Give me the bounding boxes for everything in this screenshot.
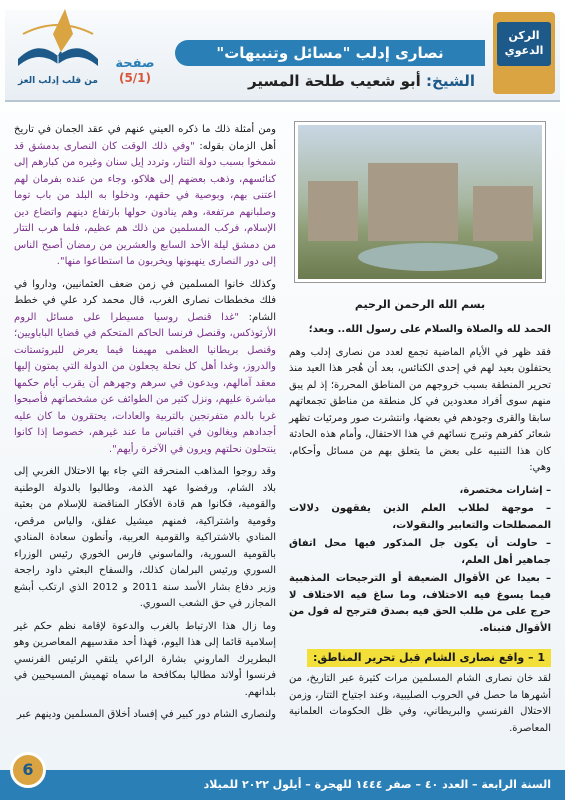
left-paragraph-4: وما زال هذا الارتباط بالغرب والدعوة لإقامة نظم حكم غير إسلامية قائما إلى هذا اليوم، فهذا أحد مقدسيهم المعاصرين وهو البطريرك الماروني بشارة الراعي يلتقي الرئيس الفرنسي فرنسوا أولاند مطالبا بمكافحة ما سماه تهميش المسيحيين في بلدانهم.: [14, 620, 276, 698]
author-line: [225, 72, 475, 94]
page-header: [0, 0, 565, 110]
section-badge-inner: [497, 22, 551, 66]
note-bullet: – حاولت أن يكون جل المذكور فيها محل اتفاق جماهير أهل العلم،: [289, 538, 551, 566]
page-indicator: [110, 56, 160, 96]
quote-aini: "وفي ذلك الوقت كان النصارى بدمشق قد شمخوا بسبب دولة التتار، وتردد إيل سنان وغيره من كبارهم إلى كنائسهم، وذهب بعضهم إلى هلاكو، وجاء من عنده بفرمان لهم اعتنى بهم، وبوصية في حقهم، ودخلوا به البلد من باب توما وصلبانهم مرتفعة، وهم ينادون حولها بارتفاع دينهم واتضاع دين الإسلام، فركب المسلمين من ذلك هم عظيم، فلما هرب التتار من دمشق ليلة الأحد السابع والعشرين من رمضان أصبح الناس إلى دور النصارى ينهبونها ويخربون ما استطاعوا منها".: [14, 140, 276, 267]
note-bullet: – إشارات مختصرة،: [459, 484, 551, 496]
section1-paragraph: لقد خان نصارى الشام المسلمين مرات كثيرة عبر التاريخ، من أشهرها ما حصل في الحروب الصليبية، وعند اجتياح التتار، وزمن الاحتلال الفرنسي والبريطاني، وفي ظل الحكومات العلمانية المعاصرة.: [289, 673, 551, 734]
note-bullet: – موجهة لطلاب العلم الذين يفقهون دلالات المصطلحات والتعابير والنقولات،: [289, 503, 551, 531]
left-paragraph-2: [14, 277, 276, 459]
basmala: بسم الله الرحمن الرحيم: [354, 298, 486, 311]
author-name: أبو شعيب طلحة المسير: [248, 72, 421, 90]
quote-kurd-ali: "غدا قنصل روسيا مسيطرا على مسائل الروم الأرثوذكس، وقنصل فرنسا الحاكم المتحكم في قضايا الباباويين؛ وقنصل بريطانيا العظمى مهيمنا فيما يعرض للبروتستانت والدروز، وغدا أهل كل نحلة يجعلون من الدولة التي يمتون إليها معقد آمالهم، ويدعون في سرهم وجهرهم أن يقرب أيام حكمها مباشرة عليهم، ونزل كثير من الطوائف عن مشخصاتهم فأصبحوا غربا بالدم متفرنجين بالتربية والعادات، يحتقرون ما كان عليه أجدادهم ويغالون في اقتباس ما عند غيرهم، خصوصا إذا كانوا ينتحلون نحلتهم ويرون في الآخرة رأيهم".: [14, 311, 276, 455]
page-number: 6: [10, 752, 46, 788]
magazine-logo: [8, 4, 108, 100]
intro-paragraph: فقد ظهر في الأيام الماضية تجمع لعدد من نصارى إدلب وهم يحتفلون بعيد لهم في إحدى الكنائس، بعد أن هُجر هذا العيد منذ تحرير المنطقة بسبب خروجهم من المناطق المحررة؛ إذ لم يبق منهم سوى أفراد معدودين في كل منطقة من مناطق تجمعاتهم سابقا والقرى وجودهم في بعضها، وانتشرت صور ومرئيات تظهر شعائر كفرهم وتبرج نسائهم في هذا الاحتفال، وأمام هذه الحادثة كان هذا التنبيه على بعض ما يتعلق بهم من مسائل وأحكام، وهي:: [289, 346, 551, 474]
church-ruins-photo: [295, 122, 545, 282]
author-label: الشيخ:: [426, 72, 475, 90]
section-badge-line2: الدعوي: [504, 44, 544, 58]
right-column: [289, 122, 551, 743]
ruin-wall-center: [368, 163, 458, 241]
ruin-wall-right: [473, 186, 533, 241]
opening-line: الحمد لله والصلاة والسلام على رسول الله.. وبعد؛: [308, 324, 551, 336]
section-badge-line1: الركن: [508, 29, 540, 42]
book-pen-logo-icon: [13, 4, 103, 74]
article-title: نصارى إدلب "مسائل وتنبيهات": [175, 40, 485, 66]
section-badge: [493, 12, 555, 94]
logo-text: من قلب إدلب العز: [18, 76, 98, 86]
ruin-wall-left: [308, 181, 358, 241]
page-word: صفحة: [115, 56, 155, 71]
left-paragraph-1: [14, 122, 276, 271]
left-paragraph-3: وقد روجوا المذاهب المنحرفة التي جاء بها الاحتلال الغربي إلى بلاد الشام، ورفضوا عهد الذمة، وطالبوا بالدولة الوطنية والقومية، فكانوا هم قادة الأفكار المناقضة للإسلام من بعثية وقومية واشتراكية، فمنهم ميشيل عفلق، والياس مرقص، المنادي بالاشتراكية والقومية العربية، وأنطون سعادة المنادي بالقومية السورية، والماسوني فارس الخوري رئيس الوزراء السوري ورئيس البرلمان كذلك، والسفاح البعثي داود راجحة وزير دفاع بشار الأسد سنة 2011 و 2012 الذي ارتكب أبشع المجازر في حق الشعب السوري.: [14, 466, 276, 609]
water-pool: [358, 243, 498, 271]
page-fraction: (5/1): [118, 71, 152, 85]
note-bullet: – بعيدا عن الأقوال الضعيفة أو الترجيحات المذهبية فيما يسوغ فيه الاختلاف، وما ساغ فيه الاختلاف لا حرج على من طلب الحق فيه بصدق فترجح له قول من الأقوال فتبناه.: [289, 573, 551, 634]
left-paragraph-2-text: وكذلك خانوا المسلمين في زمن ضعف العثمانيين، وداروا في فلك مخططات نصارى الغرب، قال محمد كرد علي في خطط الشام:: [14, 278, 276, 323]
left-column: [14, 122, 276, 730]
left-paragraph-5: ولنصارى الشام دور كبير في إفساد أخلاق المسلمين ودينهم عبر: [16, 709, 276, 720]
issue-footer: السنة الرابعة – العدد ٤٠ – صفر ١٤٤٤ للهجرة – أيلول ٢٠٢٢ للميلاد: [0, 770, 565, 800]
section-heading: 1 – واقع نصارى الشام قبل تحرير المناطق:: [307, 649, 551, 667]
left-paragraph-1-text: ومن أمثلة ذلك ما ذكره العيني عنهم في عقد الجمان في تاريخ أهل الزمان بقوله:: [14, 124, 277, 152]
